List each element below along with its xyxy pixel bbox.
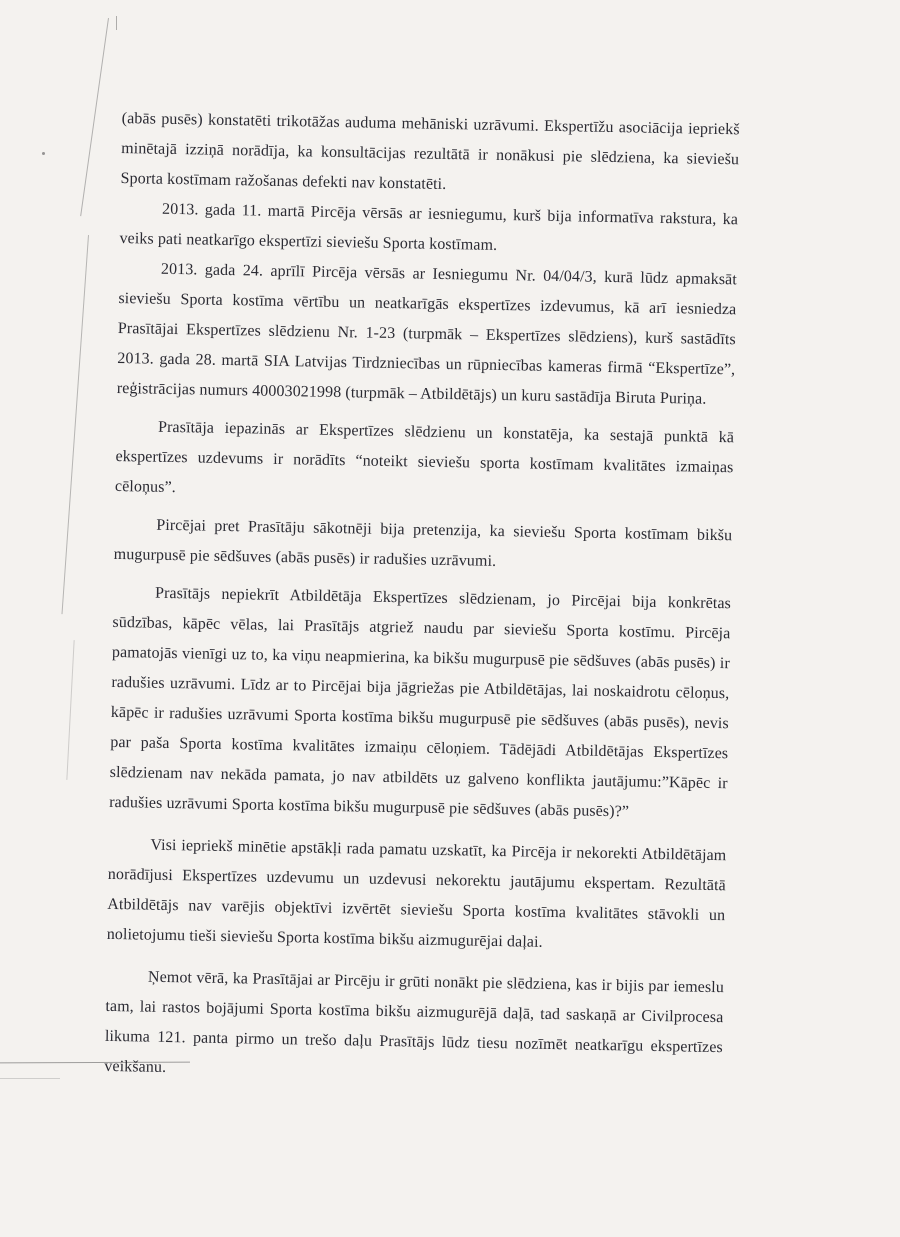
paragraph: Prasītāja iepazinās ar Ekspertīzes slēdzienu un konstatēja, ka sestajā punktā kā ekspertīzes uzdevums ir norādīts “noteikt sieviešu sporta kostīmam kvalitātes izmaiņas cēloņus”. [114,418,735,497]
paragraph: 2013. gada 24. aprīlī Pircēja vērsās ar Iesniegumu Nr. 04/04/3, kurā lūdz apmaksāt sieviešu Sporta kostīma vērtību un neatkarīgās ekspertīzes izdevumus, kā arī iesniedza Prasītājai Ekspertīzes slēdzienu Nr. 1-23 (turpmāk – Ekspertīzes slēdziens), kurš sastādīts 2013. gada 28. martā SIA Latvijas Tirdzniecības un rūpniecības kameras firmā “Ekspertīze”, reģistrācijas numurs 40003021998 (turpmāk – Atbildētājs) un kuru sastādīja Biruta Puriņa. [116,260,738,408]
paragraph: Prasītājs nepiekrīt Atbildētāja Ekspertīzes slēdzienam, jo Pircējai bija konkrētas sūdzības, kāpēc vēlas, lai Prasītājs atgriež naudu par sieviešu Sporta kostīmu. Pircēja pamatojās vienīgi uz to, ka viņu neapmierina, ka bikšu mugurpusē pie sēdšuves (abās pusēs) ir radušies uzrāvumi. Līdz ar to Pircējai bija jāgriežas pie Atbildētājas, lai noskaidrotu cēloņus, kāpēc ir radušies uzrāvumi Sporta kostīma bikšu mugurpusē pie sēdšuves (abās pusēs), nevis par paša Sporta kostīma kvalitātes izmaiņu cēloņiem. Tādējādi Atbildētājas Ekspertīzes slēdzienam nav nekāda pamata, jo nav atbildēts uz galveno konflikta jautājumu:”Kāpēc ir radušies uzrāvumi Sporta kostīma bikšu mugurpusē pie sēdšuves (abās pusēs)?” [109,584,732,821]
fold-line [0,1078,60,1079]
scan-speck [42,152,45,155]
paragraph: (abās pusēs) konstatēti trikotāžas auduma mehāniski uzrāvumi. Ekspertīžu asociācija iepriekš minētajā izziņā norādīja, ka konsultācijas rezultātā ir nonākusi pie slēdziena, ka sieviešu Sporta kostīmam ražošanas defekti nav konstatēti. [120,109,740,193]
paragraph: Pircējai pret Prasītāju sākotnēji bija pretenzija, ka sieviešu Sporta kostīmam bikšu mugurpusē pie sēdšuves (abās pusēs) ir radušies uzrāvumi. [113,516,733,570]
paragraph: Visi iepriekš minētie apstākļi rada pamatu uzskatīt, ka Pircēja ir nekorekti Atbildētājam norādījusi Ekspertīzes uzdevumu un uzdevusi nekorektu jautājumu ekspertam. Rezultātā Atbildētājs nav varējis objektīvi izvērtēt sieviešu Sporta kostīma kvalitātes stāvokli un nolietojumu tieši sieviešu Sporta kostīma bikšu aizmugurējai daļai. [106,836,727,951]
scan-edge-line [80,18,109,216]
paragraph: 2013. gada 11. martā Pircēja vērsās ar iesniegumu, kurš bija informatīva rakstura, ka veiks pati neatkarīgo ekspertīzi sieviešu Sporta kostīmam. [119,200,739,254]
scan-edge-line [66,640,74,780]
scan-edge-line [61,235,89,614]
document-body [104,104,740,1093]
paragraph: Ņemot vērā, ka Prasītājai ar Pircēju ir grūti nonākt pie slēdziena, kas ir bijis par iemeslu tam, lai rastos bojājumi Sporta kostīma bikšu aizmugurējā daļā, tad saskaņā ar Civilprocesa likuma 121. panta pirmo un trešo daļu Prasītājs lūdz tiesu nozīmēt neatkarīgu ekspertīzes veikšanu. [104,968,725,1076]
scan-mark [116,16,117,30]
